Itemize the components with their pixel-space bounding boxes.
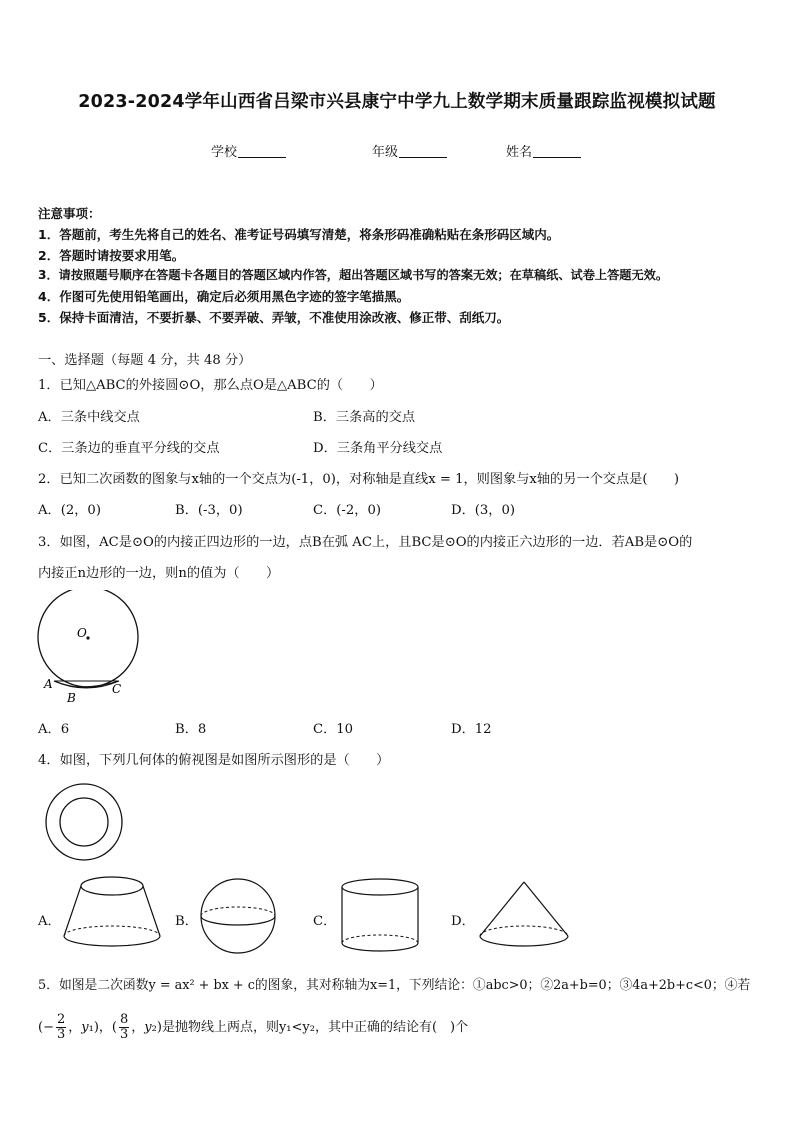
fraction-eight-thirds: $\frac{8}{3}$ (119, 1012, 129, 1042)
q4-option-d[interactable]: D． (451, 914, 475, 929)
sphere-figure (198, 876, 278, 956)
name-label: 姓名 (506, 145, 533, 160)
name-field[interactable] (506, 141, 581, 160)
notice-item: 3．请按照题号顺序在答题卡各题目的答题区域内作答，超出答题区域书写的答案无效；在草稿纸、试卷上答题无效。 (38, 268, 669, 282)
center-dot (86, 636, 89, 639)
grade-field[interactable] (372, 141, 447, 160)
cylinder-figure (338, 877, 422, 955)
q1-option-b[interactable]: B．三条高的交点 (313, 410, 416, 425)
outer-ring (46, 784, 122, 860)
q5-stem-line1: 5．如图是二次函数y = ax² + bx + c的图象，其对称轴为x=1，下列结论：①abc>0；②2a+b=0；③4a+2b+c<0；④若 (38, 978, 751, 993)
fraction-two-thirds: $\frac{2}{3}$ (56, 1012, 66, 1042)
page-title: 2023-2024学年山西省吕梁市兴县康宁中学九上数学期末质量跟踪监视模拟试题 (78, 92, 716, 112)
notice-item: 1．答题前，考生先将自己的姓名、准考证号码填写清楚，将条形码准确粘贴在条形码区域内。 (38, 227, 560, 242)
q3-option-c[interactable]: C．10 (313, 722, 354, 737)
q5-stem-line2: (− $\frac{2}{3}$ ，y₁)，( $\frac{8}{3}$ ，y₂)是抛物线上两点，则y₁<y₂，其中正确的结论有( )个 (38, 1012, 469, 1042)
q1-stem: 1．已知△ABC的外接圆⊙O，那么点O是△ABC的（ ） (38, 378, 383, 393)
section-heading: 一、选择题（每题 4 分，共 48 分） (38, 353, 252, 368)
q2-option-d[interactable]: D．(3，0) (451, 503, 516, 518)
q2-option-a[interactable]: A．(2，0) (38, 503, 101, 518)
name-blank[interactable] (533, 144, 581, 158)
cone-figure (476, 880, 572, 952)
grade-label: 年级 (372, 145, 399, 160)
q1-option-c[interactable]: C．三条边的垂直平分线的交点 (38, 441, 220, 456)
notice-item: 5．保持卡面清洁，不要折暴、不要弄破、弄皱，不准使用涂改液、修正带、刮纸刀。 (38, 310, 510, 325)
q4-top-view-figure (44, 782, 124, 862)
q1-option-a[interactable]: A．三条中线交点 (38, 410, 140, 425)
q3-option-a[interactable]: A．6 (38, 722, 70, 737)
q3-option-b[interactable]: B．8 (175, 722, 207, 737)
q3-option-d[interactable]: D．12 (451, 722, 492, 737)
label-a: A (44, 677, 53, 691)
label-o: O (77, 626, 87, 640)
q4-option-c[interactable]: C． (313, 914, 337, 929)
q3-stem-line2: 内接正n边形的一边，则n的值为（ ） (38, 566, 280, 581)
q1-option-d[interactable]: D．三条角平分线交点 (313, 441, 443, 456)
q2-option-c[interactable]: C．(-2，0) (313, 503, 381, 518)
q2-option-b[interactable]: B．(-3，0) (175, 503, 243, 518)
label-b: B (67, 691, 76, 705)
school-label: 学校 (211, 145, 238, 160)
notice-item: 2．答题时请按要求用笔。 (38, 248, 185, 263)
grade-blank[interactable] (399, 144, 447, 158)
label-c: C (112, 682, 122, 696)
notice-item: 4．作图可先使用铅笔画出，确定后必须用黑色字迹的签字笔描黑。 (38, 289, 410, 304)
q3-circle-figure (30, 590, 150, 705)
school-field[interactable] (211, 141, 286, 160)
q4-stem: 4．如图，下列几何体的俯视图是如图所示图形的是（ ） (38, 753, 390, 768)
school-blank[interactable] (238, 144, 286, 158)
q4-option-b[interactable]: B． (175, 914, 198, 929)
frustum-figure (60, 874, 164, 950)
q3-stem-line1: 3．如图，AC是⊙O的内接正四边形的一边，点B在弧 AC上，且BC是⊙O的内接正六边形的一边．若AB是⊙O的 (38, 535, 693, 550)
q4-option-a[interactable]: A． (38, 914, 61, 929)
q2-stem: 2．已知二次函数的图象与x轴的一个交点为(-1，0)，对称轴是直线x = 1，则图象与x轴的另一个交点是( ) (38, 472, 680, 487)
notice-heading: 注意事项： (38, 206, 101, 221)
inner-ring (60, 798, 108, 846)
